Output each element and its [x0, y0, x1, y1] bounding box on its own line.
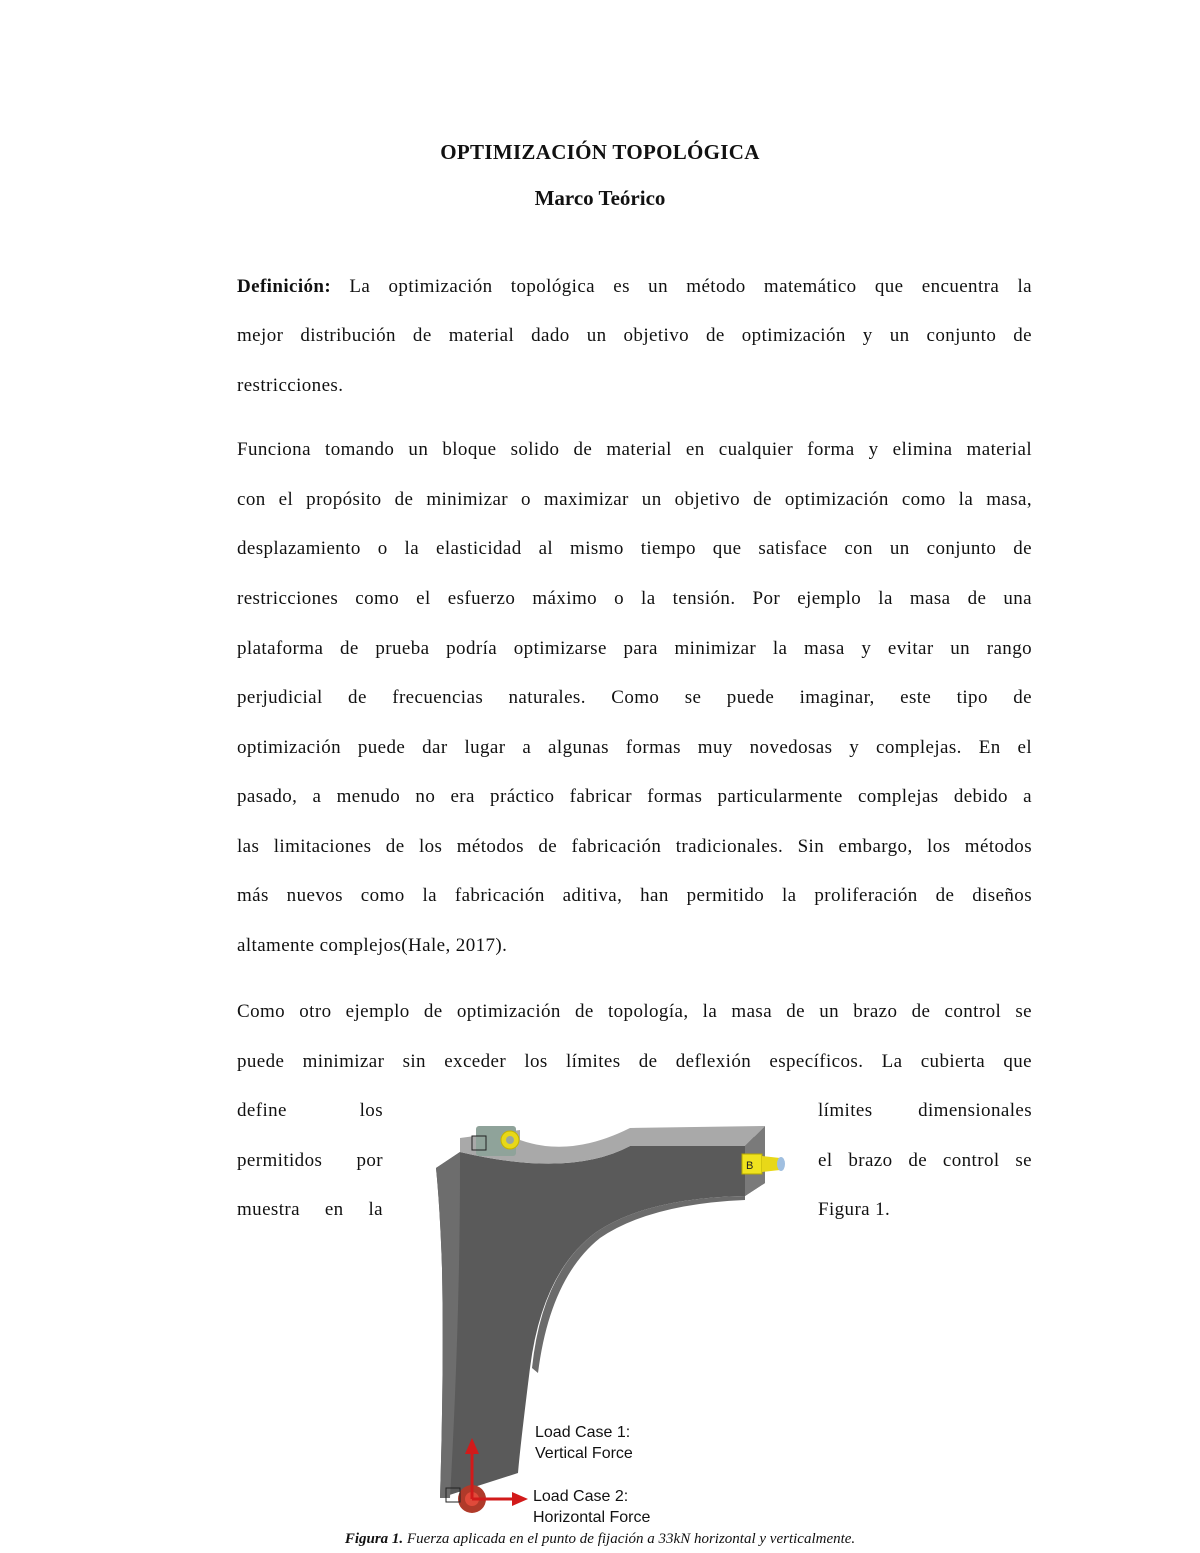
paragraph-2-line: restricciones como el esfuerzo máximo o la tensión. Por ejemplo la masa de una: [237, 588, 1032, 609]
paragraph-3-wrap-right: el brazo de control se: [818, 1150, 1032, 1171]
paragraph-2-line: más nuevos como la fabricación aditiva, han permitido la proliferación de diseños: [237, 885, 1032, 906]
definition-label: Definición:: [237, 276, 332, 297]
paragraph-3-wrap-right: Figura 1.: [818, 1199, 891, 1220]
control-arm-figure: [420, 1118, 800, 1530]
load-case-1-label: Load Case 1: Vertical Force: [535, 1424, 633, 1462]
fixture-pin-icon: [777, 1157, 785, 1171]
paragraph-2-line: perjudicial de frecuencias naturales. Como se puede imaginar, este tipo de: [237, 687, 1032, 708]
paragraph-3-wrap-left: muestra en la: [237, 1199, 383, 1220]
paragraph-3-wrap-left: define los: [237, 1100, 383, 1121]
paragraph-2-line: altamente complejos(Hale, 2017).: [237, 935, 508, 956]
caption-text: Fuerza aplicada en el punto de fijación a 33kN horizontal y verticalmente.: [406, 1531, 856, 1547]
paragraph-2-line: optimización puede dar lugar a algunas formas muy novedosas y complejas. En el: [237, 737, 1032, 758]
paragraph-1-line-2: mejor distribución de material dado un objetivo de optimización y un conjunto de: [237, 325, 1032, 346]
paragraph-2-line: pasado, a menudo no era práctico fabricar formas particularmente complejas debido a: [237, 786, 1032, 807]
caption-label: Figura 1.: [344, 1531, 404, 1547]
document-subtitle: Marco Teórico: [534, 186, 666, 210]
paragraph-1-line-1: [237, 274, 1032, 300]
paragraph-3-line-2: puede minimizar sin exceder los límites de deflexión específicos. La cubierta que: [237, 1051, 1032, 1072]
paragraph-3-line-1: Como otro ejemplo de optimización de topología, la masa de un brazo de control se: [237, 1001, 1032, 1022]
figure-caption: [0, 1531, 1200, 1548]
paragraph-2-line: desplazamiento o la elasticidad al mismo tiempo que satisface con un conjunto de: [237, 538, 1032, 559]
paragraph-3-wrap-left: permitidos por: [237, 1150, 383, 1171]
paragraph-3-wrap-right: límites dimensionales: [818, 1100, 1032, 1121]
document-title: OPTIMIZACIÓN TOPOLÓGICA: [440, 140, 760, 164]
paragraph-1-text: La optimización topológica es un método matemático que encuentra la: [349, 276, 1032, 297]
paragraph-2-line: plataforma de prueba podría optimizarse para minimizar la masa y evitar un rango: [237, 638, 1032, 659]
load-case-2-label: Load Case 2: Horizontal Force: [533, 1488, 651, 1526]
fixture-marker-label: B: [746, 1160, 754, 1172]
control-arm-render: [420, 1118, 800, 1530]
paragraph-2-line: con el propósito de minimizar o maximizar un objetivo de optimización como la masa,: [237, 489, 1032, 510]
paragraph-2-line: las limitaciones de los métodos de fabricación tradicionales. Sin embargo, los métodos: [237, 836, 1032, 857]
paragraph-1-line-3: restricciones.: [237, 375, 344, 396]
paragraph-2-line: Funciona tomando un bloque solido de material en cualquier forma y elimina material: [237, 439, 1032, 460]
